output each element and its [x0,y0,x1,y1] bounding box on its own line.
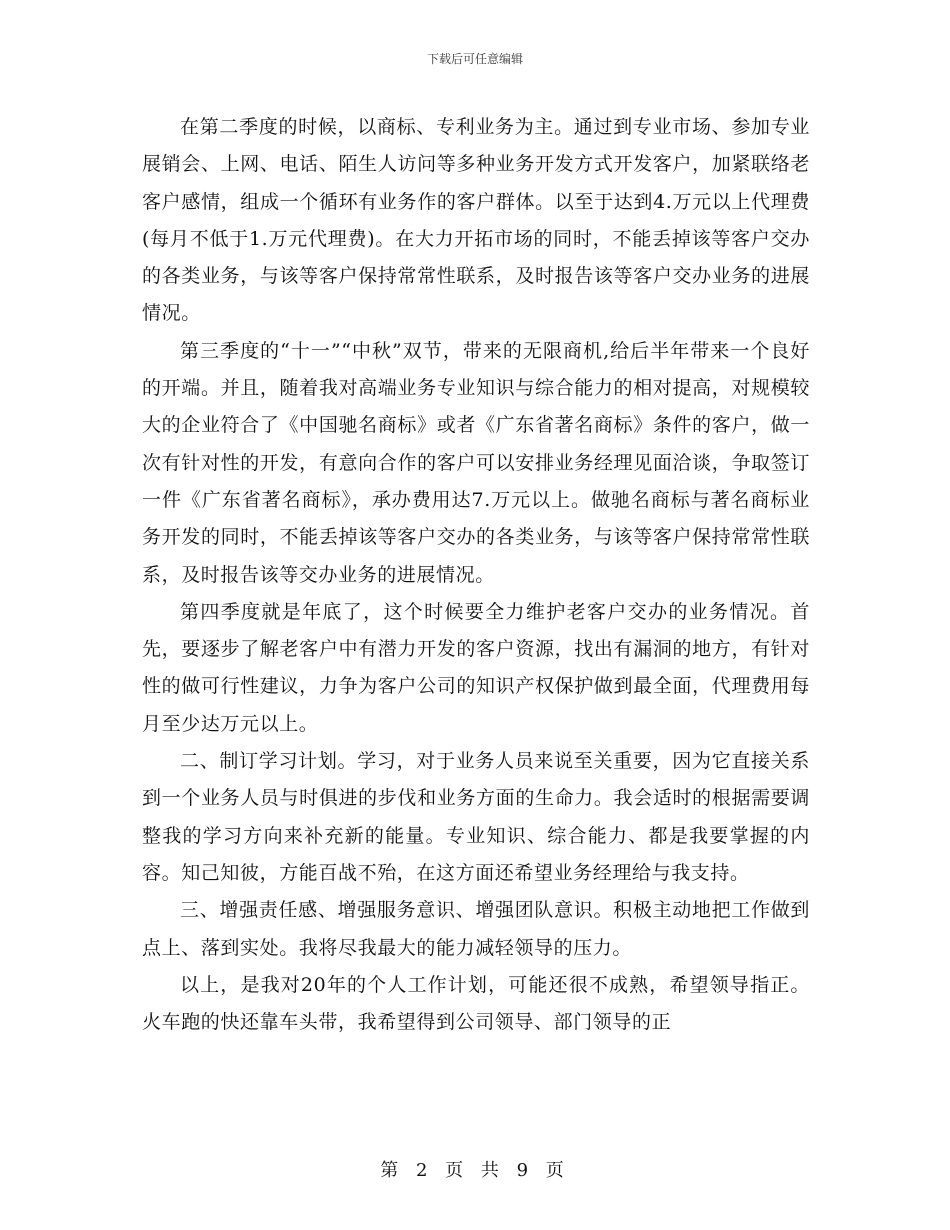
document-body [142,109,810,1041]
paragraph-q2: 在第二季度的时候，以商标、专利业务为主。通过到专业市场、参加专业展销会、上网、电话、陌生人访问等多种业务开发方式开发客户，加紧联络老客户感情，组成一个循环有业务作的客户群体。以至于达到4.万元以上代理费(每月不低于1.万元代理费)。在大力开拓市场的同时，不能丢掉该等客户交办的各类业务，与该等客户保持常常性联系，及时报告该等客户交办业务的进展情况。 [142,116,810,325]
paragraph-conclusion: 以上，是我对20年的个人工作计划，可能还很不成熟，希望领导指正。火车跑的快还靠车头带，我希望得到公司领导、部门领导的正 [142,973,810,1034]
page-header-note: 下载后可任意编辑 [426,52,523,66]
paragraph-responsibility: 三、增强责任感、增强服务意识、增强团队意识。积极主动地把工作做到点上、落到实处。我将尽我最大的能力减轻领导的压力。 [142,899,810,959]
paragraph-q4: 第四季度就是年底了，这个时候要全力维护老客户交办的业务情况。首先，要逐步了解老客户中有潜力开发的客户资源，找出有漏洞的地方，有针对性的做可行性建议，力争为客户公司的知识产权保护做到最全面，代理费用每月至少达万元以上。 [142,600,810,735]
paragraph-q3: 第三季度的“十一”“中秋”双节，带来的无限商机,给后半年带来一个良好的开端。并且，随着我对高端业务专业知识与综合能力的相对提高，对规模较大的企业符合了《中国驰名商标》或者《广东省著名商标》条件的客户，做一次有针对性的开发，有意向合作的客户可以安排业务经理见面洽谈，争取签订一件《广东省著名商标》，承办费用达7.万元以上。做驰名商标与著名商标业务开发的同时，不能丢掉该等客户交办的各类业务，与该等客户保持常常性联系，及时报告该等交办业务的进展情况。 [142,339,810,586]
paragraph-study-plan: 二、制订学习计划。学习，对于业务人员来说至关重要，因为它直接关系到一个业务人员与时俱进的步伐和业务方面的生命力。我会适时的根据需要调整我的学习方向来补充新的能量。专业知识、综合能力、都是我要掌握的内容。知己知彼，方能百战不殆，在这方面还希望业务经理给与我支持。 [142,750,810,884]
page-number: 第 2 页 共 9 页 [380,1160,570,1181]
